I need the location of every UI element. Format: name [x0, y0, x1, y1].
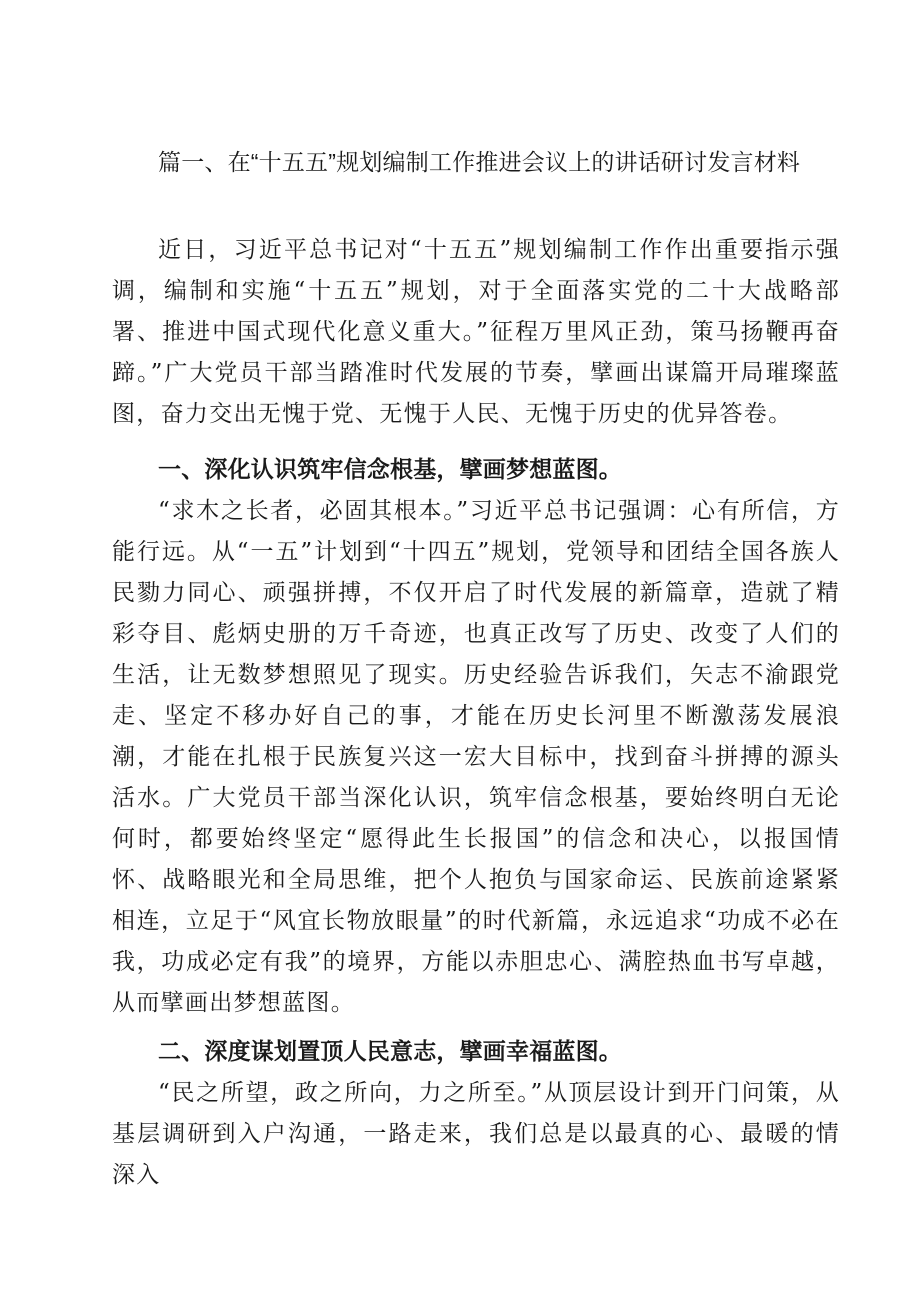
section-2-paragraph: “民之所望，政之所向，力之所至。”从顶层设计到开门问策，从基层调研到入户沟通，一路走来，我们总是以最真的心、最暖的情深入	[112, 1080, 840, 1188]
section-1-heading: 一、深化认识筑牢信念根基，擘画梦想蓝图。	[158, 457, 622, 483]
section-1-paragraph: “求木之长者，必固其根本。”习近平总书记强调：心有所信，方能行远。从“一五”计划到“十四五”规划，党领导和团结全国各族人民勠力同心、顽强拼搏，不仅开启了时代发展的新篇章，造就了精彩夺目、彪炳史册的万千奇迹，也真正改写了历史、改变了人们的生活，让无数梦想照见了现实。历史经验告诉我们，矢志不渝跟党走、坚定不移办好自己的事，才能在历史长河里不断激荡发展浪潮，才能在扎根于民族复兴这一宏大目标中，找到奋斗拼搏的源头活水。广大党员干部当深化认识，筑牢信念根基，要始终明白无论何时，都要始终坚定“愿得此生长报国”的信念和决心，以报国情怀、战略眼光和全局思维，把个人抱负与国家命运、民族前途紧紧相连，立足于“风宜长物放眼量”的时代新篇，永远追求“功成不必在我，功成必定有我”的境界，方能以赤胆忠心、满腔热血书写卓越，从而擘画出梦想蓝图。	[112, 498, 840, 1016]
section-2-heading: 二、深度谋划置顶人民意志，擘画幸福蓝图。	[158, 1039, 622, 1065]
intro-paragraph: 近日，习近平总书记对“十五五”规划编制工作作出重要指示强调，编制和实施“十五五”规划，对于全面落实党的二十大战略部署、推进中国式现代化意义重大。”征程万里风正劲，策马扬鞭再奋蹄。”广大党员干部当踏准时代发展的节奏，擘画出谋篇开局璀璨蓝图，奋力交出无愧于党、无愧于人民、无愧于历史的优异答卷。	[112, 237, 840, 427]
document-title: 篇一、在“十五五”规划编制工作推进会议上的讲话研讨发言材料	[158, 149, 801, 175]
